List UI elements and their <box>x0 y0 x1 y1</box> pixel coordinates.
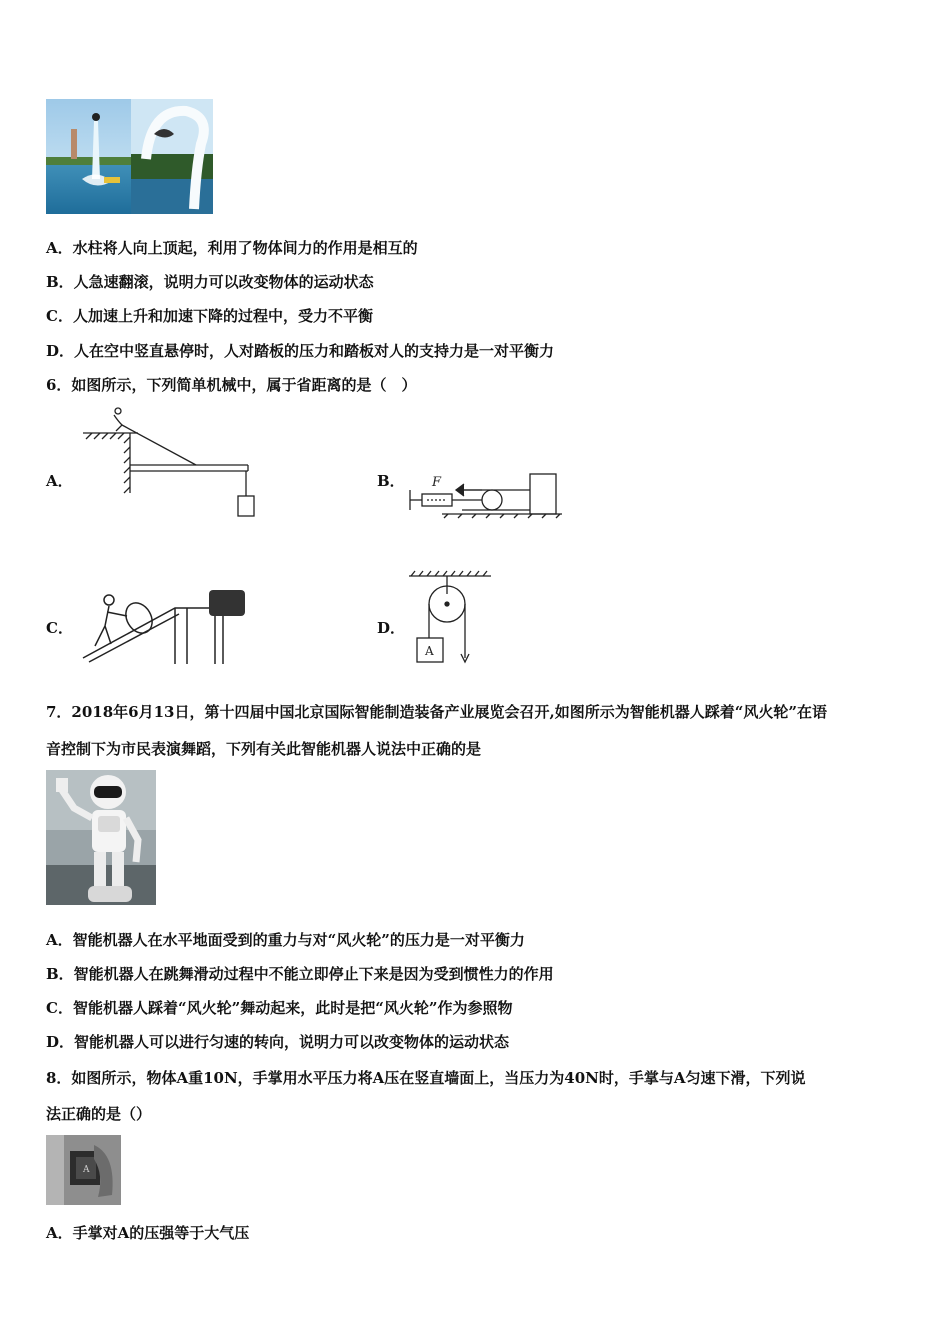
jetpack-photo <box>46 99 213 214</box>
figure-inclined-plane <box>75 586 250 668</box>
q7-option-c: C．智能机器人踩着“风火轮”舞动起来，此时是把“风火轮”作为参照物 <box>46 999 513 1017</box>
block-a-photo-label: A <box>83 1165 90 1175</box>
block-a-label: A <box>425 644 434 658</box>
q5-option-b: B．人急速翻滚，说明力可以改变物体的运动状态 <box>46 273 374 291</box>
q7-option-d: D．智能机器人可以进行匀速的转向，说明力可以改变物体的运动状态 <box>46 1033 510 1051</box>
robot-photo <box>46 770 156 905</box>
q5-option-a: A．水柱将人向上顶起，利用了物体间力的作用是相互的 <box>46 239 418 257</box>
q6-label-a: A． <box>46 472 73 490</box>
figure-lever-wall <box>78 403 263 523</box>
q7-stem-line2: 音控制下为市民表演舞蹈，下列有关此智能机器人说法中正确的是 <box>46 740 482 758</box>
q8-option-a: A．手掌对A的压强等于大气压 <box>46 1224 250 1242</box>
q6-label-c: C． <box>46 619 73 637</box>
q8-stem-line2: 法正确的是（） <box>46 1105 152 1123</box>
q7-option-a: A．智能机器人在水平地面受到的重力与对“风火轮”的压力是一对平衡力 <box>46 931 525 949</box>
hand-wall-photo <box>46 1135 121 1205</box>
q7-option-b: B．智能机器人在跳舞滑动过程中不能立即停止下来是因为受到惯性力的作用 <box>46 965 554 983</box>
q6-label-d: D． <box>377 619 406 637</box>
q7-stem-line1: 7．2018年6月13日，第十四届中国北京国际智能制造装备产业展览会召开,如图所示为智能机器人踩着“风火轮”在语 <box>46 703 827 721</box>
force-f-label: F <box>432 475 442 490</box>
figure-fixed-pulley <box>405 568 495 670</box>
q6-stem: 6．如图所示，下列简单机械中，属于省距离的是（ ） <box>46 376 417 394</box>
q5-option-d: D．人在空中竖直悬停时，人对踏板的压力和踏板对人的支持力是一对平衡力 <box>46 342 555 360</box>
q5-option-c: C．人加速上升和加速下降的过程中，受力不平衡 <box>46 307 373 325</box>
q8-stem-line1: 8．如图所示，物体A重10N，手掌用水平压力将A压在竖直墙面上，当压力为40N时，手掌与A匀速下滑，下列说 <box>46 1069 806 1087</box>
figure-horizontal-pulley <box>402 466 567 522</box>
q6-label-b: B． <box>377 472 405 490</box>
